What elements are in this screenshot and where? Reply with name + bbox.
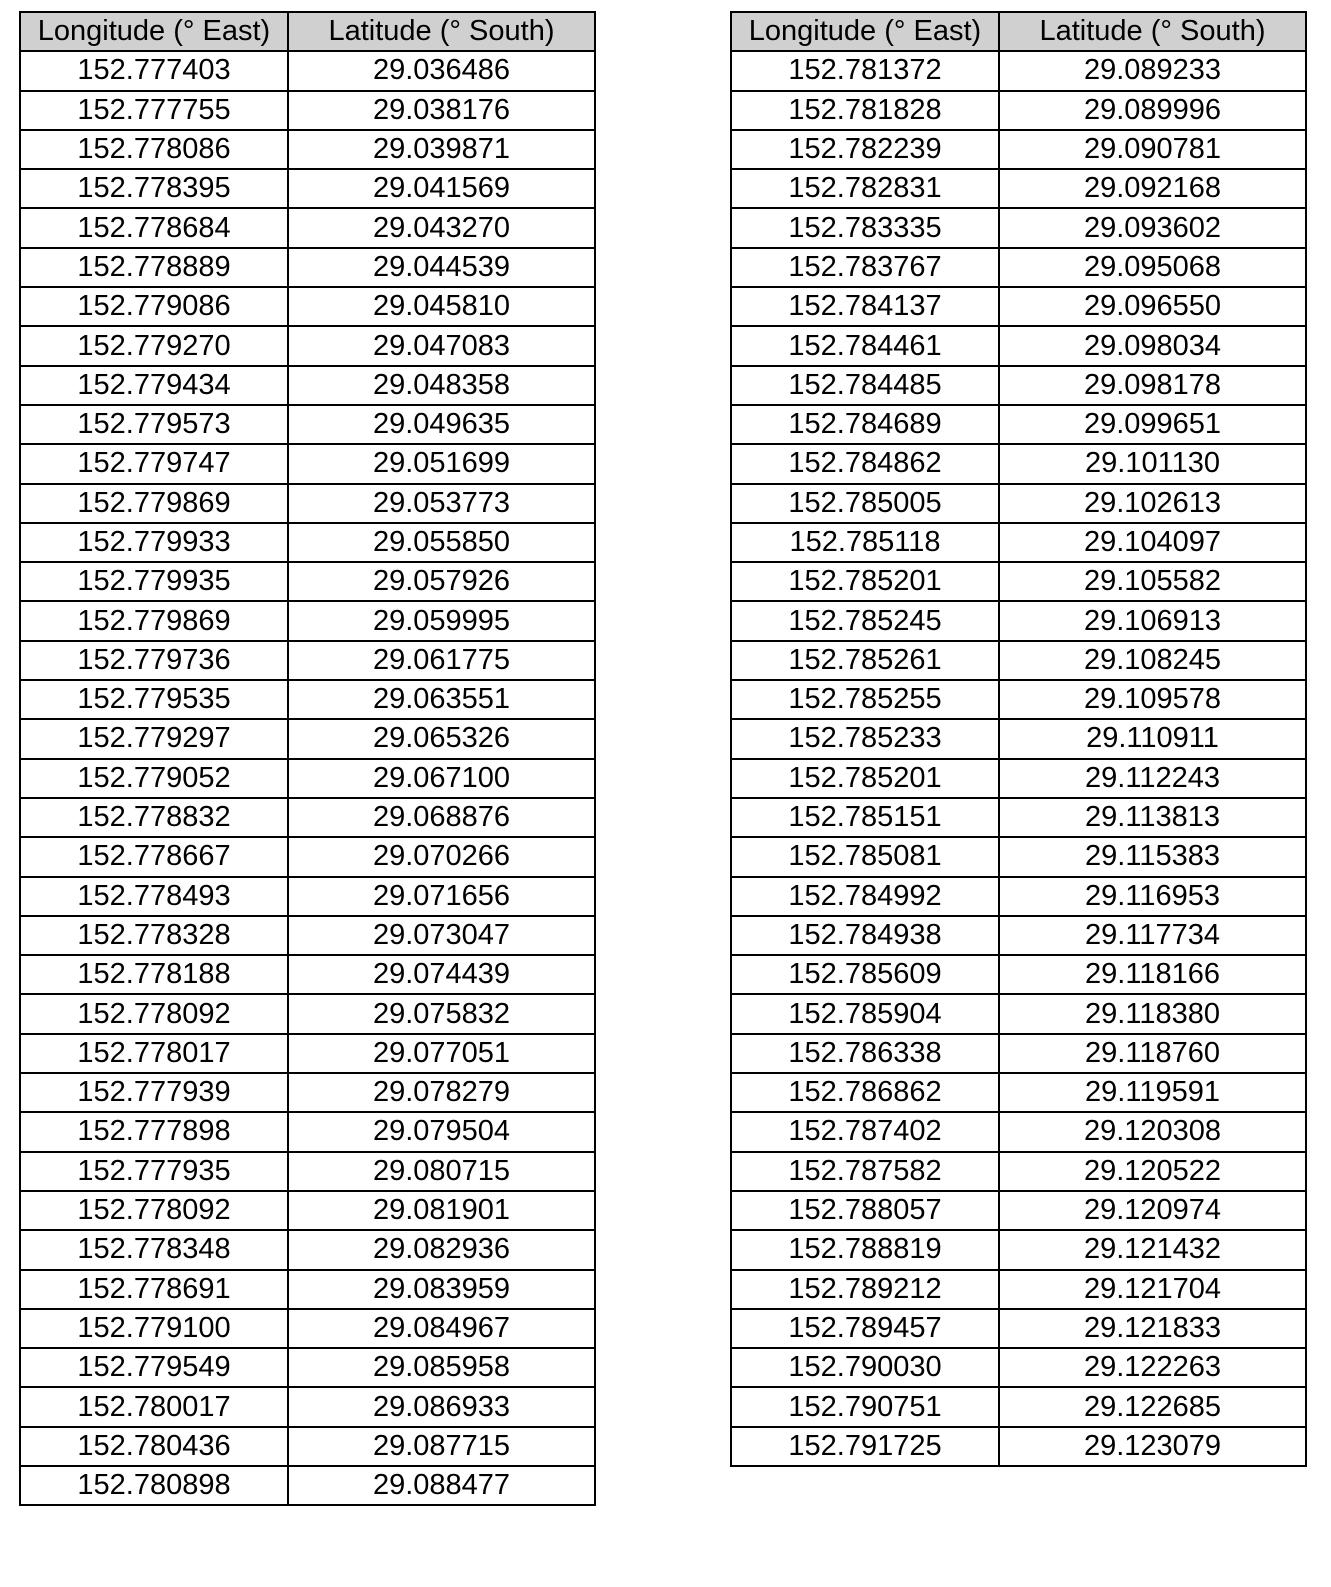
latitude-cell: 29.121432 (999, 1230, 1306, 1269)
longitude-cell: 152.779869 (20, 484, 288, 523)
latitude-cell: 29.078279 (288, 1073, 595, 1112)
latitude-cell: 29.101130 (999, 444, 1306, 483)
latitude-cell: 29.070266 (288, 837, 595, 876)
table-row (731, 366, 1306, 405)
longitude-cell: 152.779935 (20, 562, 288, 601)
latitude-cell: 29.113813 (999, 798, 1306, 837)
latitude-cell: 29.088477 (288, 1466, 595, 1505)
table-row (731, 994, 1306, 1033)
longitude-cell: 152.784862 (731, 444, 999, 483)
table-row (20, 955, 595, 994)
longitude-cell: 152.779270 (20, 326, 288, 365)
table-row (731, 405, 1306, 444)
longitude-cell: 152.777935 (20, 1152, 288, 1191)
longitude-cell: 152.779573 (20, 405, 288, 444)
longitude-cell: 152.783767 (731, 248, 999, 287)
latitude-cell: 29.105582 (999, 562, 1306, 601)
table-row (20, 562, 595, 601)
table-row (20, 1152, 595, 1191)
longitude-cell: 152.778017 (20, 1034, 288, 1073)
table-row (731, 916, 1306, 955)
longitude-cell: 152.778092 (20, 994, 288, 1033)
longitude-header: Longitude (° East) (20, 12, 288, 51)
table-row (731, 130, 1306, 169)
latitude-cell: 29.108245 (999, 641, 1306, 680)
longitude-cell: 152.785261 (731, 641, 999, 680)
table-row (731, 484, 1306, 523)
table-row (20, 169, 595, 208)
table-row (20, 759, 595, 798)
table-row (731, 1112, 1306, 1151)
longitude-cell: 152.784689 (731, 405, 999, 444)
table-row (731, 326, 1306, 365)
latitude-header: Latitude (° South) (288, 12, 595, 51)
latitude-cell: 29.075832 (288, 994, 595, 1033)
latitude-cell: 29.112243 (999, 759, 1306, 798)
longitude-cell: 152.789212 (731, 1270, 999, 1309)
table-row (731, 1309, 1306, 1348)
table-row (20, 916, 595, 955)
longitude-cell: 152.778348 (20, 1230, 288, 1269)
latitude-cell: 29.044539 (288, 248, 595, 287)
latitude-cell: 29.092168 (999, 169, 1306, 208)
longitude-cell: 152.777403 (20, 51, 288, 90)
latitude-cell: 29.080715 (288, 1152, 595, 1191)
table-row (20, 680, 595, 719)
table-row (731, 91, 1306, 130)
table-row (731, 601, 1306, 640)
latitude-cell: 29.067100 (288, 759, 595, 798)
longitude-cell: 152.787582 (731, 1152, 999, 1191)
table-row (20, 1034, 595, 1073)
latitude-cell: 29.116953 (999, 877, 1306, 916)
longitude-cell: 152.778684 (20, 208, 288, 247)
table-row (20, 523, 595, 562)
longitude-cell: 152.785233 (731, 719, 999, 758)
latitude-cell: 29.083959 (288, 1270, 595, 1309)
longitude-cell: 152.777898 (20, 1112, 288, 1151)
latitude-cell: 29.055850 (288, 523, 595, 562)
latitude-cell: 29.081901 (288, 1191, 595, 1230)
longitude-cell: 152.782831 (731, 169, 999, 208)
latitude-cell: 29.039871 (288, 130, 595, 169)
latitude-cell: 29.036486 (288, 51, 595, 90)
longitude-cell: 152.779736 (20, 641, 288, 680)
table-row (20, 1427, 595, 1466)
latitude-cell: 29.104097 (999, 523, 1306, 562)
table-row (731, 1387, 1306, 1426)
longitude-cell: 152.788057 (731, 1191, 999, 1230)
latitude-cell: 29.063551 (288, 680, 595, 719)
latitude-cell: 29.087715 (288, 1427, 595, 1466)
longitude-cell: 152.778832 (20, 798, 288, 837)
latitude-cell: 29.089233 (999, 51, 1306, 90)
latitude-cell: 29.068876 (288, 798, 595, 837)
table-row (731, 287, 1306, 326)
table-row (20, 91, 595, 130)
latitude-cell: 29.099651 (999, 405, 1306, 444)
longitude-cell: 152.778691 (20, 1270, 288, 1309)
latitude-cell: 29.119591 (999, 1073, 1306, 1112)
table-row (20, 51, 595, 90)
longitude-cell: 152.785245 (731, 601, 999, 640)
longitude-cell: 152.777939 (20, 1073, 288, 1112)
longitude-cell: 152.785255 (731, 680, 999, 719)
table-row (731, 798, 1306, 837)
longitude-cell: 152.779747 (20, 444, 288, 483)
latitude-cell: 29.047083 (288, 326, 595, 365)
latitude-cell: 29.053773 (288, 484, 595, 523)
longitude-cell: 152.781828 (731, 91, 999, 130)
table-row (20, 1230, 595, 1269)
table-row (20, 719, 595, 758)
longitude-cell: 152.778667 (20, 837, 288, 876)
latitude-cell: 29.085958 (288, 1348, 595, 1387)
latitude-cell: 29.073047 (288, 916, 595, 955)
latitude-header: Latitude (° South) (999, 12, 1306, 51)
longitude-cell: 152.784485 (731, 366, 999, 405)
longitude-cell: 152.780017 (20, 1387, 288, 1426)
longitude-cell: 152.785118 (731, 523, 999, 562)
longitude-cell: 152.785081 (731, 837, 999, 876)
table-row (20, 287, 595, 326)
table-row (731, 523, 1306, 562)
table-row (731, 877, 1306, 916)
latitude-cell: 29.049635 (288, 405, 595, 444)
table-row (20, 837, 595, 876)
latitude-cell: 29.041569 (288, 169, 595, 208)
latitude-cell: 29.086933 (288, 1387, 595, 1426)
table-row (731, 955, 1306, 994)
table-row (20, 484, 595, 523)
longitude-cell: 152.778395 (20, 169, 288, 208)
table-row (731, 169, 1306, 208)
latitude-cell: 29.082936 (288, 1230, 595, 1269)
longitude-cell: 152.784461 (731, 326, 999, 365)
table-row (731, 208, 1306, 247)
longitude-cell: 152.788819 (731, 1230, 999, 1269)
longitude-cell: 152.777755 (20, 91, 288, 130)
latitude-cell: 29.077051 (288, 1034, 595, 1073)
longitude-cell: 152.789457 (731, 1309, 999, 1348)
longitude-cell: 152.785904 (731, 994, 999, 1033)
latitude-cell: 29.118380 (999, 994, 1306, 1033)
latitude-cell: 29.065326 (288, 719, 595, 758)
latitude-cell: 29.095068 (999, 248, 1306, 287)
longitude-cell: 152.786338 (731, 1034, 999, 1073)
table-row (20, 1191, 595, 1230)
coordinates-table-left (19, 11, 596, 1506)
table-row (731, 759, 1306, 798)
table-row (731, 641, 1306, 680)
table-body (20, 51, 595, 1505)
longitude-cell: 152.779086 (20, 287, 288, 326)
latitude-cell: 29.109578 (999, 680, 1306, 719)
latitude-cell: 29.120522 (999, 1152, 1306, 1191)
table-row (731, 562, 1306, 601)
latitude-cell: 29.084967 (288, 1309, 595, 1348)
longitude-cell: 152.783335 (731, 208, 999, 247)
longitude-cell: 152.779933 (20, 523, 288, 562)
table-row (20, 405, 595, 444)
longitude-cell: 152.781372 (731, 51, 999, 90)
table-row (20, 1348, 595, 1387)
longitude-cell: 152.786862 (731, 1073, 999, 1112)
longitude-cell: 152.791725 (731, 1427, 999, 1466)
longitude-cell: 152.780436 (20, 1427, 288, 1466)
latitude-cell: 29.118760 (999, 1034, 1306, 1073)
latitude-cell: 29.093602 (999, 208, 1306, 247)
longitude-cell: 152.779100 (20, 1309, 288, 1348)
longitude-cell: 152.790751 (731, 1387, 999, 1426)
latitude-cell: 29.071656 (288, 877, 595, 916)
longitude-cell: 152.779869 (20, 601, 288, 640)
table-row (20, 326, 595, 365)
latitude-cell: 29.102613 (999, 484, 1306, 523)
longitude-cell: 152.778493 (20, 877, 288, 916)
latitude-cell: 29.057926 (288, 562, 595, 601)
latitude-cell: 29.098034 (999, 326, 1306, 365)
latitude-cell: 29.090781 (999, 130, 1306, 169)
latitude-cell: 29.051699 (288, 444, 595, 483)
table-row (20, 208, 595, 247)
latitude-cell: 29.121833 (999, 1309, 1306, 1348)
table-row (20, 366, 595, 405)
table-row (731, 1034, 1306, 1073)
table-row (20, 1387, 595, 1426)
longitude-header: Longitude (° East) (731, 12, 999, 51)
latitude-cell: 29.096550 (999, 287, 1306, 326)
latitude-cell: 29.120308 (999, 1112, 1306, 1151)
longitude-cell: 152.780898 (20, 1466, 288, 1505)
latitude-cell: 29.106913 (999, 601, 1306, 640)
latitude-cell: 29.123079 (999, 1427, 1306, 1466)
table-row (731, 444, 1306, 483)
longitude-cell: 152.784938 (731, 916, 999, 955)
latitude-cell: 29.061775 (288, 641, 595, 680)
table-row (20, 641, 595, 680)
header-row (20, 12, 595, 51)
longitude-cell: 152.785201 (731, 759, 999, 798)
longitude-cell: 152.779297 (20, 719, 288, 758)
longitude-cell: 152.782239 (731, 130, 999, 169)
latitude-cell: 29.115383 (999, 837, 1306, 876)
longitude-cell: 152.779052 (20, 759, 288, 798)
table-row (20, 877, 595, 916)
longitude-cell: 152.787402 (731, 1112, 999, 1151)
longitude-cell: 152.778188 (20, 955, 288, 994)
latitude-cell: 29.089996 (999, 91, 1306, 130)
longitude-cell: 152.790030 (731, 1348, 999, 1387)
table-row (731, 1348, 1306, 1387)
longitude-cell: 152.785201 (731, 562, 999, 601)
table-row (20, 444, 595, 483)
longitude-cell: 152.784137 (731, 287, 999, 326)
table-row (20, 1073, 595, 1112)
table-row (731, 719, 1306, 758)
table-row (731, 248, 1306, 287)
latitude-cell: 29.043270 (288, 208, 595, 247)
longitude-cell: 152.784992 (731, 877, 999, 916)
latitude-cell: 29.121704 (999, 1270, 1306, 1309)
latitude-cell: 29.110911 (999, 719, 1306, 758)
table-row (731, 1191, 1306, 1230)
header-row (731, 12, 1306, 51)
longitude-cell: 152.779549 (20, 1348, 288, 1387)
longitude-cell: 152.778086 (20, 130, 288, 169)
longitude-cell: 152.779434 (20, 366, 288, 405)
table-row (20, 798, 595, 837)
latitude-cell: 29.059995 (288, 601, 595, 640)
table-row (20, 248, 595, 287)
table-row (731, 680, 1306, 719)
latitude-cell: 29.098178 (999, 366, 1306, 405)
latitude-cell: 29.118166 (999, 955, 1306, 994)
latitude-cell: 29.120974 (999, 1191, 1306, 1230)
coordinates-table-right (730, 11, 1307, 1467)
longitude-cell: 152.778092 (20, 1191, 288, 1230)
latitude-cell: 29.122263 (999, 1348, 1306, 1387)
table-row (20, 1270, 595, 1309)
longitude-cell: 152.785609 (731, 955, 999, 994)
table-row (731, 51, 1306, 90)
table-row (731, 1270, 1306, 1309)
table-row (731, 1427, 1306, 1466)
latitude-cell: 29.117734 (999, 916, 1306, 955)
table-row (731, 1073, 1306, 1112)
table-row (20, 601, 595, 640)
latitude-cell: 29.048358 (288, 366, 595, 405)
table-body (731, 51, 1306, 1466)
latitude-cell: 29.079504 (288, 1112, 595, 1151)
table-row (20, 130, 595, 169)
table-row (20, 1112, 595, 1151)
table-row (20, 1309, 595, 1348)
table-row (731, 1230, 1306, 1269)
table-row (20, 994, 595, 1033)
table-row (731, 1152, 1306, 1191)
longitude-cell: 152.778328 (20, 916, 288, 955)
longitude-cell: 152.779535 (20, 680, 288, 719)
latitude-cell: 29.045810 (288, 287, 595, 326)
longitude-cell: 152.785005 (731, 484, 999, 523)
table-row (731, 837, 1306, 876)
latitude-cell: 29.038176 (288, 91, 595, 130)
longitude-cell: 152.785151 (731, 798, 999, 837)
latitude-cell: 29.074439 (288, 955, 595, 994)
latitude-cell: 29.122685 (999, 1387, 1306, 1426)
longitude-cell: 152.778889 (20, 248, 288, 287)
table-row (20, 1466, 595, 1505)
